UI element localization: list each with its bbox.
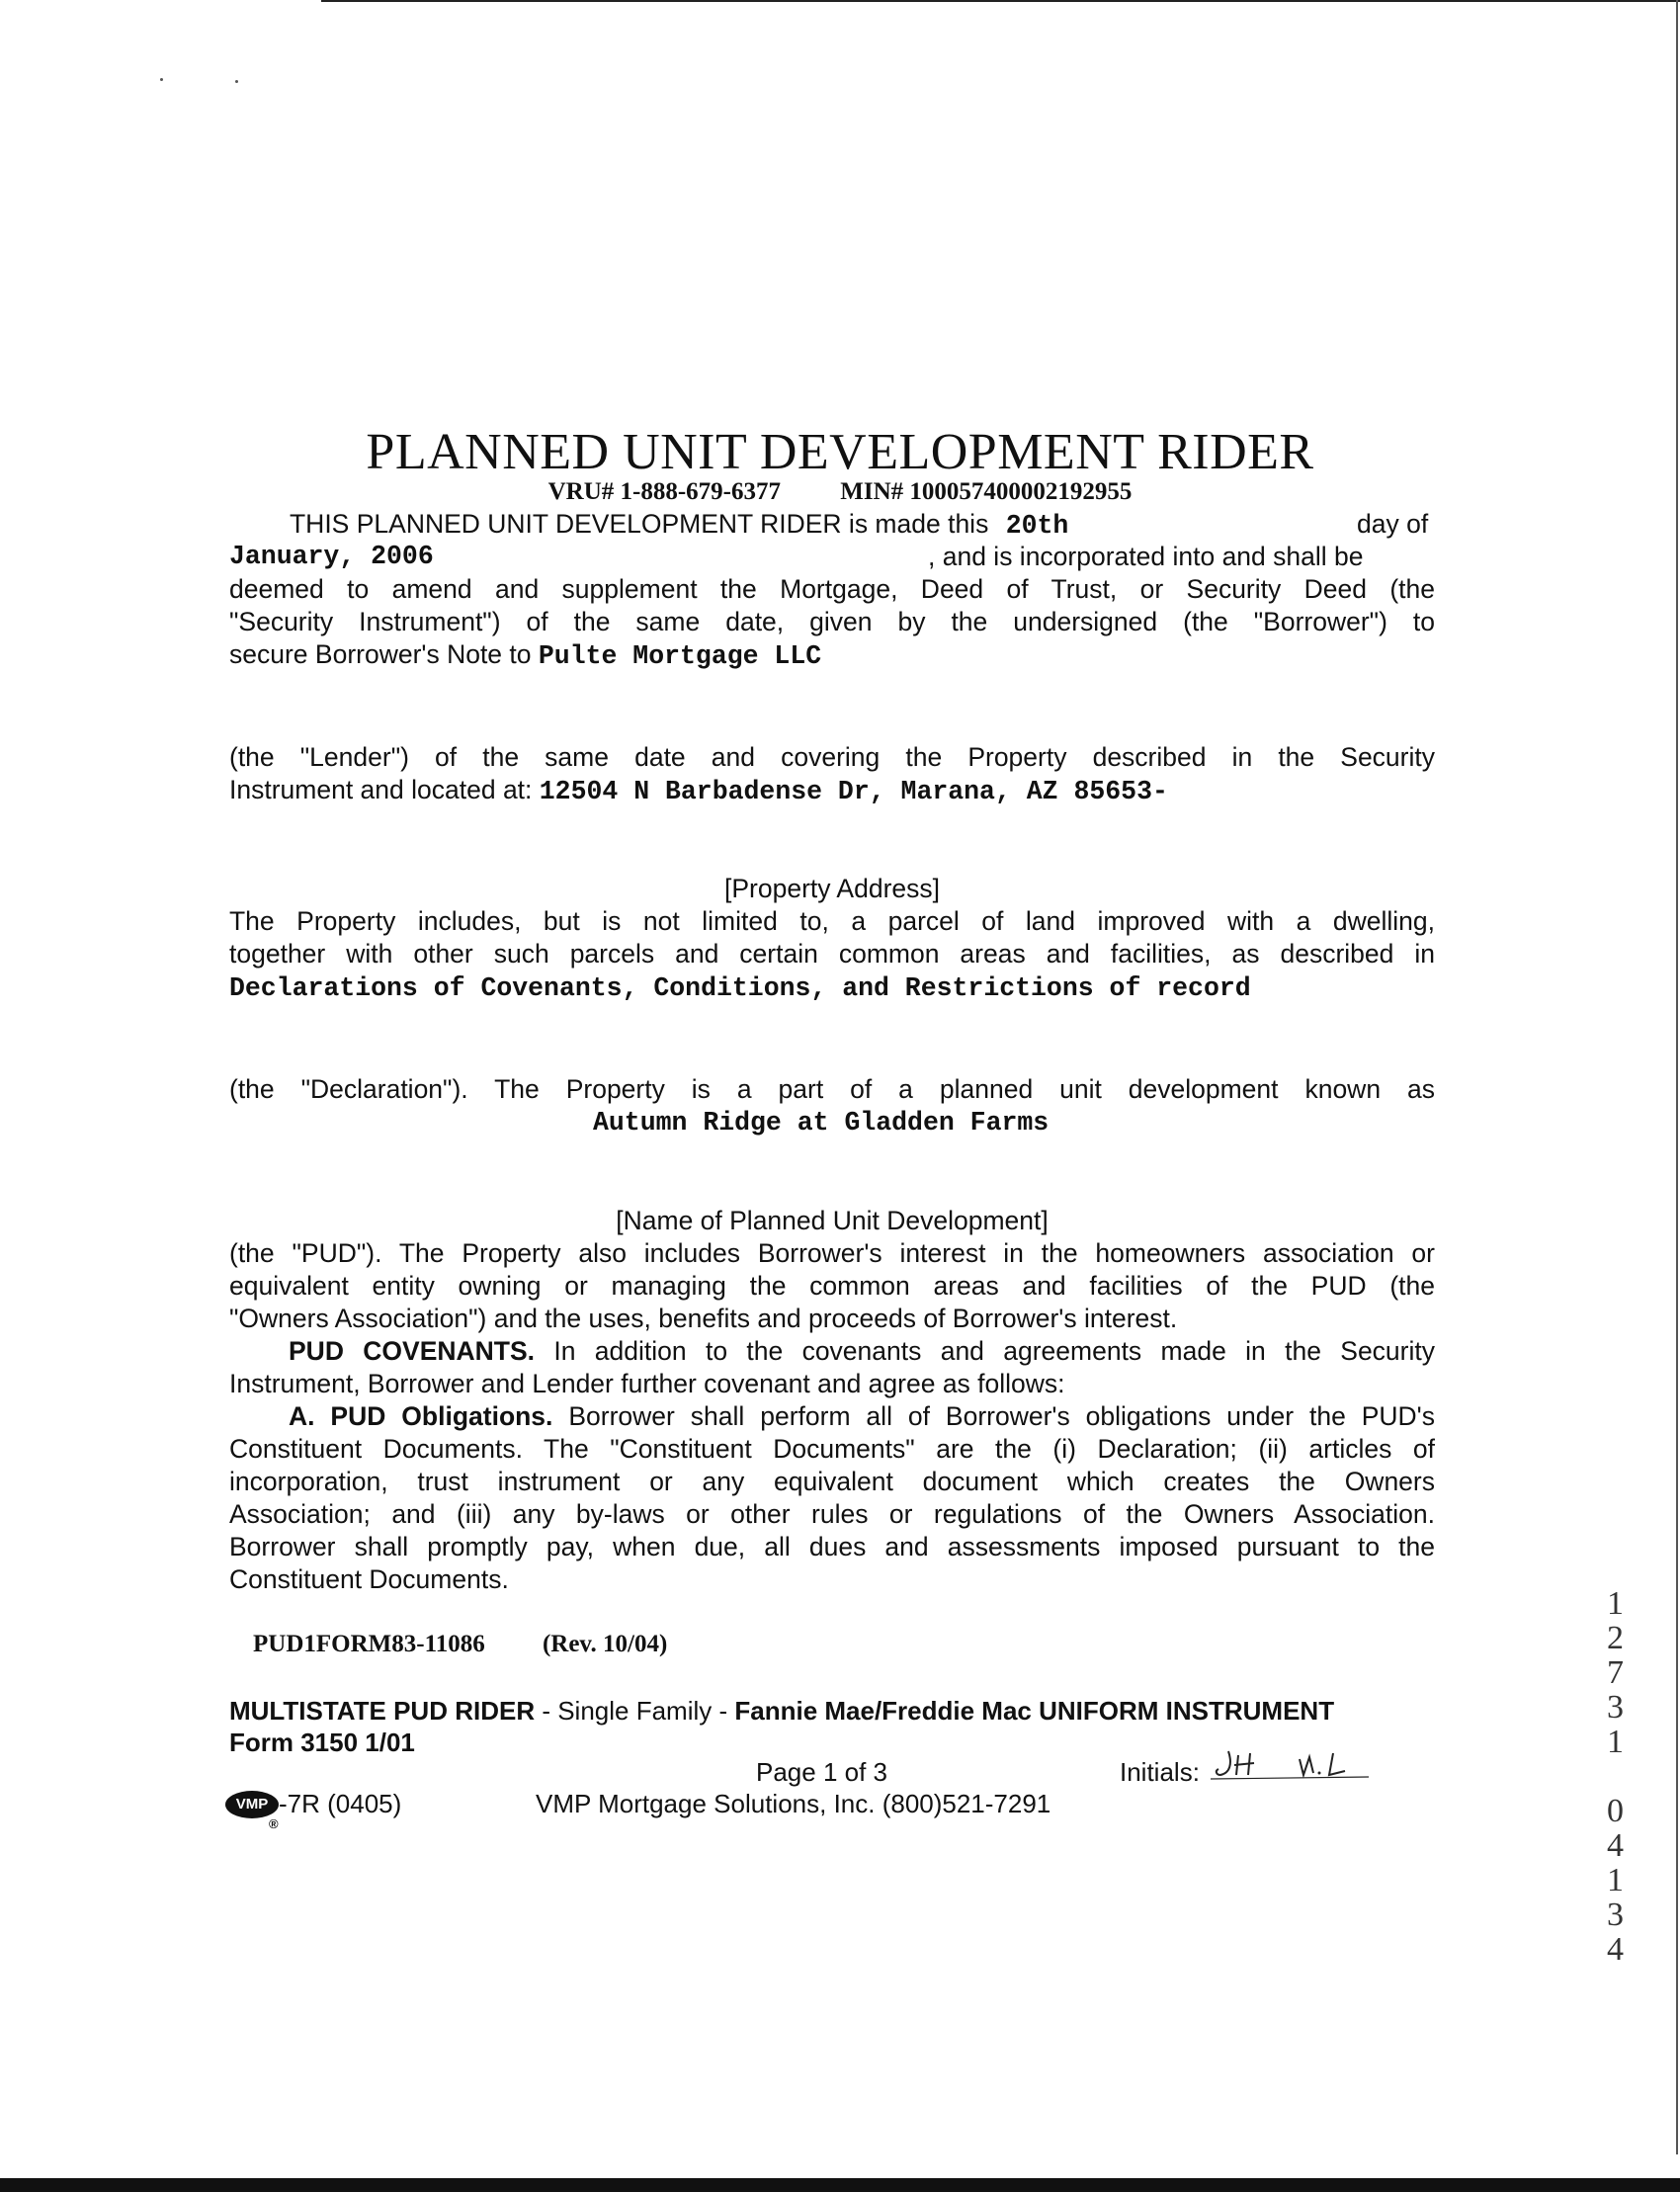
declarations-value: Declarations of Covenants, Conditions, and Restrictions of record xyxy=(229,973,1251,1003)
scan-bottom-border xyxy=(0,2178,1680,2192)
vru-number: VRU# 1-888-679-6377 xyxy=(547,478,781,505)
stamp-char: 3 xyxy=(1607,1897,1624,1933)
revision: (Rev. 10/04) xyxy=(542,1631,668,1657)
obligations-line-1: A. PUD Obligations. Borrower shall perform all of Borrower's obligations under the PUD's xyxy=(289,1401,1435,1431)
obligations-line-5: Borrower shall promptly pay, when due, all dues and assessments imposed pursuant to the xyxy=(229,1532,1435,1561)
property-address-label: [Property Address] xyxy=(724,874,940,903)
intro-line-4: "Security Instrument") of the same date, given by the undersigned (the "Borrower") to xyxy=(229,607,1435,636)
registered-icon: ® xyxy=(269,1815,279,1831)
pud-line-2: equivalent entity owning or managing the common areas and facilities of the PUD (the xyxy=(229,1271,1435,1301)
stamp-char: 2 xyxy=(1607,1620,1624,1656)
scan-speck xyxy=(160,78,163,81)
pud-name-label: [Name of Planned Unit Development] xyxy=(616,1206,1049,1235)
intro-line-5: secure Borrower's Note to Pulte Mortgage LLC xyxy=(229,639,822,671)
pud-line-1: (the "PUD"). The Property also includes Borrower's interest in the homeowners association or xyxy=(229,1238,1435,1268)
initials-field: Initials: xyxy=(1120,1757,1375,1791)
lender-line-2: Instrument and located at: 12504 N Barbadense Dr, Marana, AZ 85653- xyxy=(229,775,1168,806)
property-line-2: together with other such parcels and certain common areas and facilities, as described in xyxy=(229,939,1435,969)
obligations-line-3: incorporation, trust instrument or any equivalent document which creates the Owners xyxy=(229,1467,1435,1496)
stamp-char: 4 xyxy=(1607,1827,1624,1864)
form-number: Form 3150 1/01 xyxy=(229,1728,415,1757)
scan-speck xyxy=(235,80,238,83)
property-line-1: The Property includes, but is not limited to, a parcel of land improved with a dwelling, xyxy=(229,906,1435,936)
property-address-value: 12504 N Barbadense Dr, Marana, AZ 85653- xyxy=(539,777,1168,806)
pud-line-3: "Owners Association") and the uses, benefits and proceeds of Borrower's interest. xyxy=(229,1304,1178,1333)
vmp-form-id: VMP ® -7R (0405) xyxy=(225,1789,401,1819)
initials-signature xyxy=(1207,1757,1375,1791)
scan-top-border xyxy=(321,0,1680,2)
min-number: MIN# 100057400002192955 xyxy=(840,478,1133,505)
intro-line-1: THIS PLANNED UNIT DEVELOPMENT RIDER is made this 20th xyxy=(290,509,1069,541)
obligations-line-2: Constituent Documents. The "Constituent Documents" are the (i) Declaration; (ii) articles of xyxy=(229,1434,1435,1464)
lender-line-1: (the "Lender") of the same date and covering the Property described in the Security xyxy=(229,742,1435,772)
vmp-company: VMP Mortgage Solutions, Inc. (800)521-7291 xyxy=(536,1789,1051,1818)
declaration-line-1: (the "Declaration"). The Property is a part of a planned unit development known as xyxy=(229,1074,1435,1104)
stamp-char: 3 xyxy=(1607,1689,1624,1726)
vertical-recording-stamp xyxy=(1607,1586,1624,1967)
intro-line-2: , and is incorporated into and shall be xyxy=(928,542,1364,571)
scan-right-border xyxy=(1676,0,1678,2154)
multistate-rider-line: MULTISTATE PUD RIDER - Single Family - Fannie Mae/Freddie Mac UNIFORM INSTRUMENT Form 3150 1/01 xyxy=(229,1696,1335,1757)
stamp-char: 1 xyxy=(1607,1585,1624,1622)
page-number: Page 1 of 3 xyxy=(756,1757,887,1787)
day-of-label: day of xyxy=(1357,509,1429,539)
stamp-char xyxy=(1607,1759,1624,1794)
vmp-logo: VMP ® xyxy=(225,1791,279,1818)
date-value: January, 2006 xyxy=(229,542,434,571)
intro-line-3: deemed to amend and supplement the Mortgage, Deed of Trust, or Security Deed (the xyxy=(229,574,1435,604)
lender-name: Pulte Mortgage LLC xyxy=(538,641,822,671)
document-identifiers xyxy=(0,478,1680,506)
stamp-char: 4 xyxy=(1607,1931,1624,1968)
day-value: 20th xyxy=(1005,511,1069,541)
document-title: PLANNED UNIT DEVELOPMENT RIDER xyxy=(366,424,1314,480)
covenants-line-1: PUD COVENANTS. In addition to the covenants and agreements made in the Security xyxy=(289,1336,1435,1366)
stamp-char: 7 xyxy=(1607,1654,1624,1691)
stamp-char: 1 xyxy=(1607,1724,1624,1760)
stamp-char: 0 xyxy=(1607,1793,1624,1829)
covenants-line-2: Instrument, Borrower and Lender further covenant and agree as follows: xyxy=(229,1369,1065,1398)
handwritten-initials-icon xyxy=(1211,1745,1379,1785)
pud-name-value: Autumn Ridge at Gladden Farms xyxy=(593,1108,1050,1138)
form-code: PUD1FORM83-11086 (Rev. 10/04) xyxy=(253,1631,668,1657)
obligations-line-6: Constituent Documents. xyxy=(229,1564,509,1594)
stamp-char: 1 xyxy=(1607,1862,1624,1898)
covenants-heading: PUD COVENANTS. xyxy=(289,1336,536,1366)
obligations-heading: A. PUD Obligations. xyxy=(289,1401,553,1431)
obligations-line-4: Association; and (iii) any by-laws or other rules or regulations of the Owners Association. xyxy=(229,1499,1435,1529)
